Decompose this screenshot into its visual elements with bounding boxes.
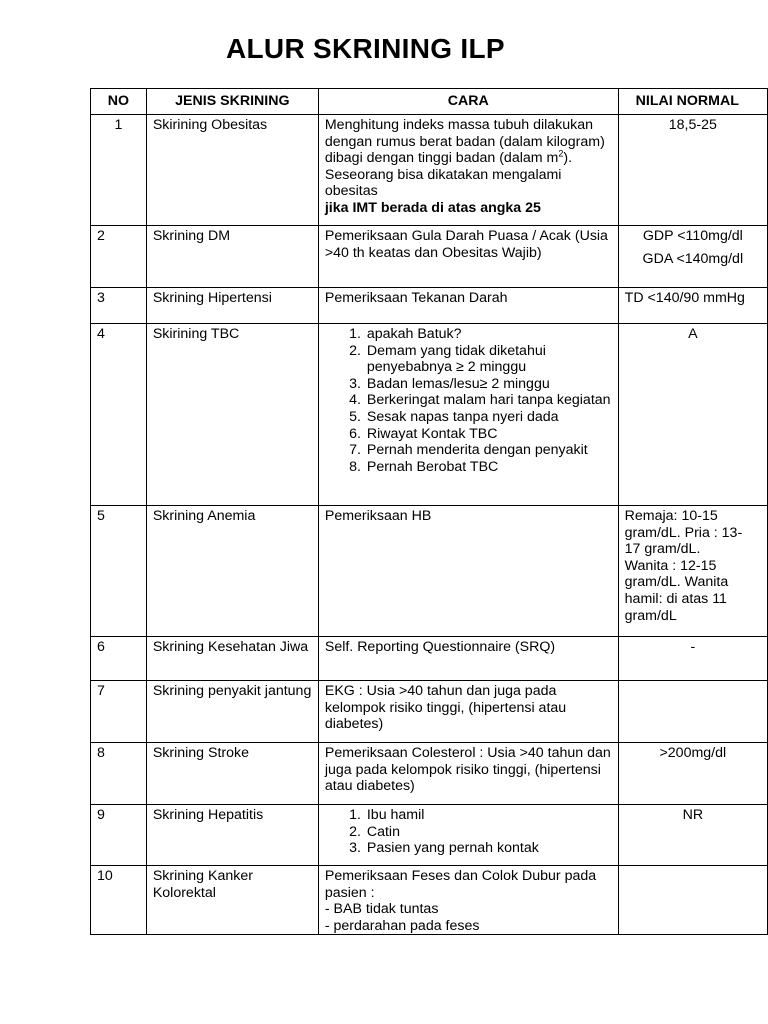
nilai-gda: GDA <140mg/dl [642,250,744,267]
list-item: 1. apakah Batuk? [365,326,618,343]
row-no-cell [91,506,147,637]
row-cara [319,115,618,217]
page-title: ALUR SKRINING ILP [226,33,505,64]
row-nilai: 18,5-25 [668,117,717,133]
row-jenis: Skrining Hepatitis [152,807,264,823]
row-jenis-cell [146,681,318,743]
row-cara-cell [318,681,618,743]
row-no: 2 [97,228,105,244]
table-row [91,506,768,637]
cara-text-part1: Menghitung indeks massa tubuh dilakukan dengan rumus berat badan (dalam kilogram) dibagi dengan tinggi badan (dalam m [324,117,605,167]
row-nilai: Remaja: 10-15 gram/dL. Pria : 13-17 gram/dL. Wanita : 12-15 gram/dL. Wanita hamil: di atas 11 gram/dL [624,508,743,624]
row-nilai-cell [618,681,767,743]
table-row [91,226,768,288]
row-jenis: Skrining DM [152,228,231,244]
row-nilai: A [688,326,698,342]
row-no-cell [91,866,147,935]
cara-line: - perdarahan pada feses [324,917,480,934]
screening-table [90,88,768,935]
list-item: 2. Catin [365,824,618,841]
row-cara-cell [318,115,618,226]
cara-line: - BAB tidak tuntas [324,901,439,918]
row-jenis-cell [146,288,318,324]
row-jenis-cell [146,506,318,637]
row-nilai-cell [618,226,767,288]
row-jenis-cell [146,866,318,935]
row-cara: Pemeriksaan Gula Darah Puasa / Acak (Usia >40 th keatas dan Obesitas Wajib) [324,228,608,261]
row-cara: Pemeriksaan Colesterol : Usia >40 tahun dan juga pada kelompok risiko tinggi, (hipertensi atau diabetes) [324,745,611,795]
row-no-cell [91,288,147,324]
row-jenis: Skirining TBC [152,326,240,342]
row-cara [319,805,618,857]
row-nilai: TD <140/90 mmHg [624,290,745,306]
row-no: 8 [97,745,105,761]
row-cara-cell [318,637,618,681]
table-row [91,866,768,935]
row-nilai-cell [618,115,767,226]
header-jenis-skrining: JENIS SKRINING [146,89,318,115]
row-nilai-cell [618,288,767,324]
row-jenis: Skrining Kanker Kolorektal [152,868,253,901]
list-item: 5. Sesak napas tanpa nyeri dada [365,409,618,426]
row-jenis: Skrining Hipertensi [152,290,272,306]
cara-superscript: 2 [558,148,564,159]
row-jenis-cell [146,115,318,226]
row-cara-cell [318,288,618,324]
row-no: 3 [97,290,105,306]
list-item: 1. Ibu hamil [365,807,618,824]
row-jenis-cell [146,743,318,805]
nilai-gdp: GDP <110mg/dl [642,228,743,244]
cara-bold-text: jika IMT berada di atas angka 25 [324,199,541,216]
header-no: NO [91,89,147,115]
row-cara-cell [318,324,618,506]
row-nilai-cell [618,866,767,935]
row-no-cell [91,743,147,805]
tbc-question-list [319,326,618,475]
row-jenis-cell [146,805,318,866]
row-cara-cell [318,743,618,805]
table-row [91,681,768,743]
row-jenis: Skrining Kesehatan Jiwa [152,639,309,655]
list-item: 6. Riwayat Kontak TBC [365,426,618,443]
cara-line: Pemeriksaan Feses dan Colok Dubur pada pasien : [324,868,597,901]
list-item: 7. Pernah menderita dengan penyakit [365,442,618,459]
row-no: 9 [97,807,105,823]
row-no: 1 [114,117,123,133]
row-cara-cell [318,506,618,637]
row-jenis-cell [146,324,318,506]
list-item: 8. Pernah Berobat TBC [365,459,618,476]
row-jenis: Skrining Anemia [152,508,256,524]
cara-text-part2: ). Seseorang bisa dikatakan mengalami obesitas [324,150,573,200]
row-no: 4 [97,326,105,342]
row-no-cell [91,115,147,226]
row-nilai-cell [618,324,767,506]
row-cara: Pemeriksaan Tekanan Darah [324,290,508,306]
row-nilai-cell [618,506,767,637]
list-item: 2. Demam yang tidak diketahui penyebabnya ≥ 2 minggu [365,343,618,376]
row-cara: EKG : Usia >40 tahun dan juga pada kelompok risiko tinggi, (hipertensi atau diabetes) [324,683,567,733]
row-no-cell [91,637,147,681]
table-header-row [91,89,768,115]
row-no: 7 [97,683,105,699]
table-row [91,324,768,506]
row-jenis: Skrining penyakit jantung [152,683,312,699]
table-row [91,743,768,805]
row-cara: Pemeriksaan HB [324,508,432,524]
row-jenis-cell [146,637,318,681]
header-nilai-normal-label: NILAI NORMAL [635,93,739,110]
header-nilai-normal [618,89,767,115]
row-nilai [619,866,767,868]
row-cara [319,324,618,475]
row-nilai: - [690,639,696,655]
row-no-cell [91,681,147,743]
row-nilai-cell [618,743,767,805]
row-no: 5 [97,508,105,524]
row-cara-cell [318,866,618,935]
row-jenis: Skirining Obesitas [152,117,268,133]
list-item: 3. Badan lemas/lesu≥ 2 minggu [365,376,618,393]
list-item: 3. Pasien yang pernah kontak [365,840,618,857]
row-cara-cell [318,805,618,866]
row-jenis-cell [146,226,318,288]
table-row [91,288,768,324]
row-no-cell [91,805,147,866]
row-no-cell [91,324,147,506]
hepatitis-target-list [319,807,618,857]
row-cara [319,866,618,934]
row-no: 6 [97,639,105,655]
row-no-cell [91,226,147,288]
row-nilai [619,226,767,267]
table-row [91,115,768,226]
row-nilai-cell [618,805,767,866]
row-nilai [619,681,767,683]
row-nilai-cell [618,637,767,681]
row-nilai: NR [682,807,704,823]
table-row [91,637,768,681]
table-row [91,805,768,866]
row-nilai: >200mg/dl [659,745,727,761]
list-item: 4. Berkeringat malam hari tanpa kegiatan [365,392,618,409]
header-cara: CARA [318,89,618,115]
row-cara-cell [318,226,618,288]
row-jenis: Skrining Stroke [152,745,250,761]
row-no: 10 [97,868,113,884]
row-cara: Self. Reporting Questionnaire (SRQ) [324,639,556,655]
